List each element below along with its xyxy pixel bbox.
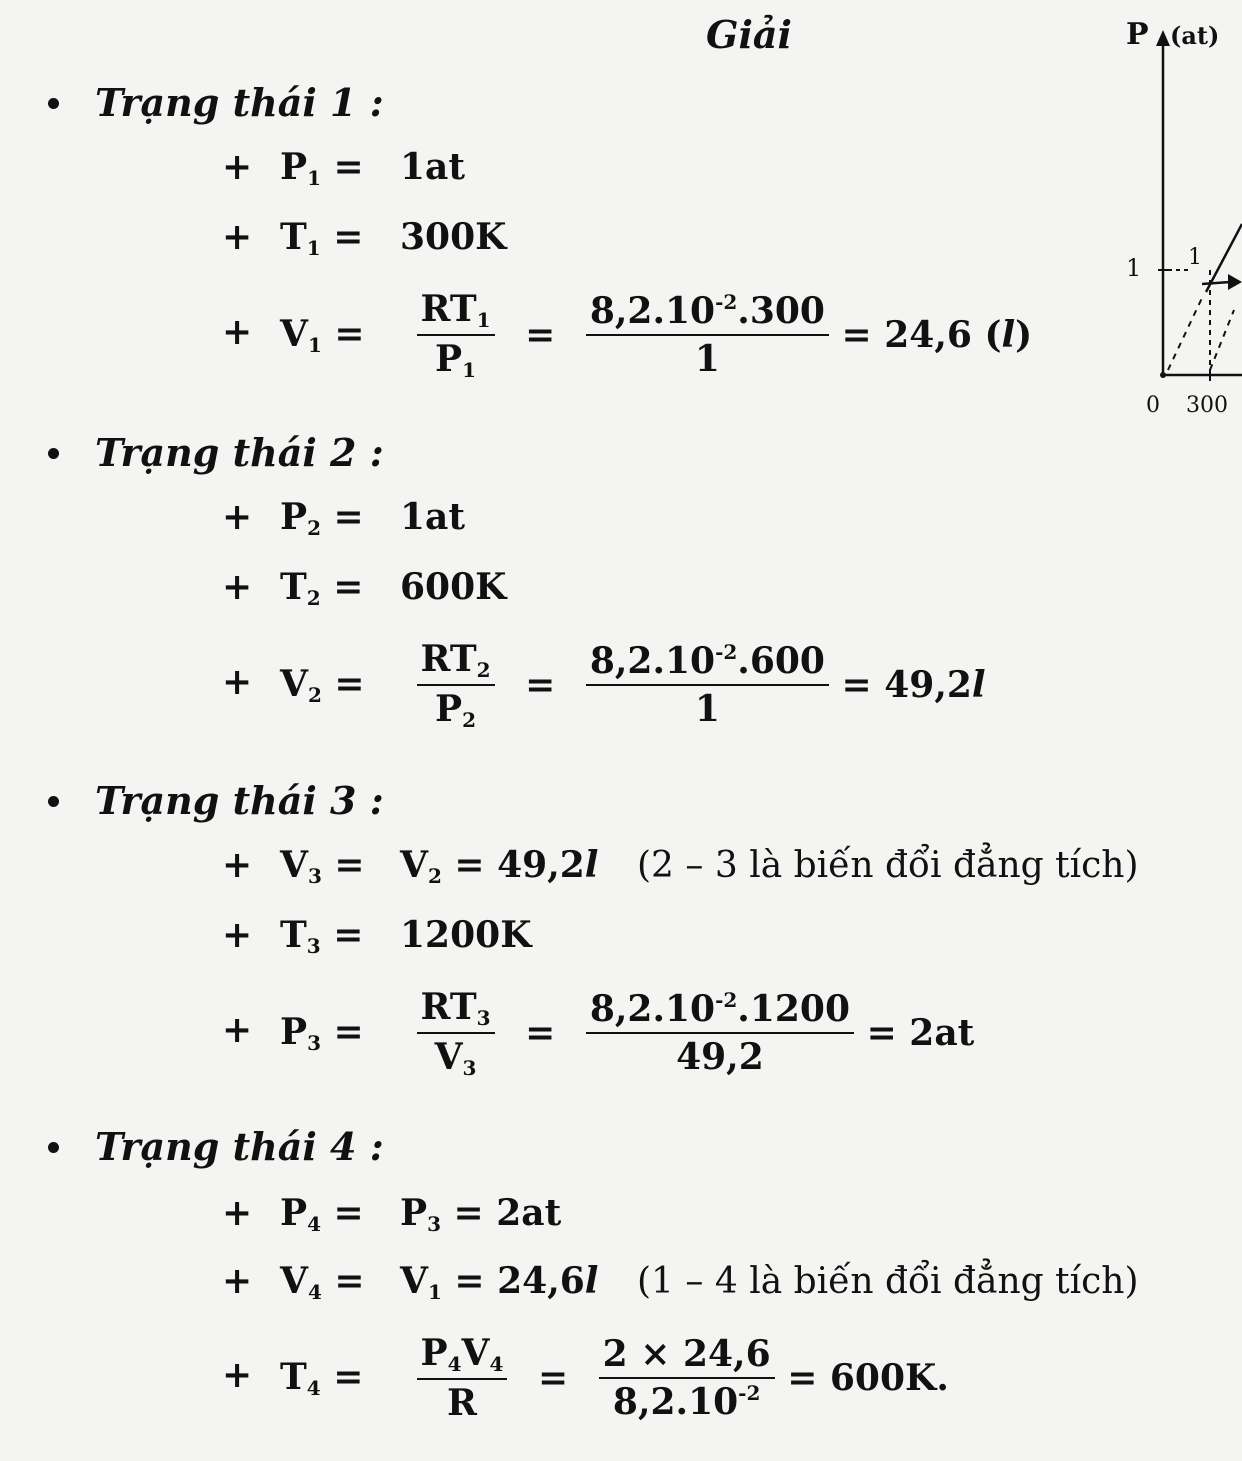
state-2-line-t: + $T_2 = 600K$ — [222, 566, 507, 610]
bullet-icon — [48, 98, 59, 109]
state-1-line-v: + $V_1$ = $\frac{RT_1}{P_1}$ = $\frac{8,2.10^{-2}.300}{1}$ = 24,6 (l) — [222, 288, 1033, 382]
state-1-heading: Trạng thái 1 : — [48, 80, 384, 125]
point-label: 1 — [1188, 245, 1202, 270]
state-2-heading: Trạng thái 2 : — [48, 430, 384, 475]
bullet-icon — [48, 1142, 59, 1153]
y-tick-label: 1 — [1126, 254, 1142, 282]
state-3-heading: Trạng thái 3 : — [48, 778, 384, 823]
state-4-line-v: + $V_4 = V_1 = 24,6l$ (1 – 4 là biến đổi đẳng tích) — [222, 1260, 1139, 1304]
fraction-numeric: $\frac{8,2.10^{-2}.600}{1}$ — [586, 640, 829, 730]
process-arrow-icon — [1228, 274, 1242, 290]
state-3-line-t: + $T_3 = 1200K$ — [222, 914, 532, 958]
fraction-numeric: $\frac{8,2.10^{-2}.300}{1}$ — [586, 290, 829, 380]
pt-diagram — [1106, 20, 1242, 434]
state-3-line-v: + $V_3 = V_2 = 49,2l$ (2 – 3 là biến đổi đẳng tích) — [222, 844, 1139, 888]
x-tick-label: 300 — [1186, 393, 1228, 418]
y-axis-unit: (at) — [1170, 21, 1220, 50]
pt-diagram-svg — [1106, 20, 1242, 430]
x-tick-label: 0 — [1146, 393, 1160, 418]
state-2-line-p: + $P_2 = 1at$ — [222, 496, 466, 540]
fraction-rt-over-p: $\frac{RT_1}{P_1}$ — [417, 288, 495, 382]
fraction-numeric: $\frac{8,2.10^{-2}.1200}{49,2}$ — [586, 988, 854, 1078]
fraction-pv-over-r: $\frac{P_4V_4}{R}$ — [417, 1332, 508, 1424]
state-4-line-p: + $P_4 = P_3 = 2at$ — [222, 1192, 562, 1236]
state-3-line-p: + $P_3$ = $\frac{RT_3}{V_3}$ = $\frac{8,2.10^{-2}.1200}{49,2}$ = 2at — [222, 986, 975, 1080]
fraction-rt-over-p: $\frac{RT_2}{P_2}$ — [417, 638, 495, 732]
dashed-guide — [1210, 310, 1234, 370]
state-1-line-p: + $P_1 = 1at$ — [222, 146, 466, 190]
origin-point — [1160, 372, 1166, 378]
state-2-line-v: + $V_2$ = $\frac{RT_2}{P_2}$ = $\frac{8,2.10^{-2}.600}{1}$ = 49,2l — [222, 638, 986, 732]
fraction-rt-over-v: $\frac{RT_3}{V_3}$ — [417, 986, 495, 1080]
y-axis-arrow-icon — [1156, 30, 1170, 46]
bullet-icon — [48, 796, 59, 807]
fraction-numeric: $\frac{2 \times 24,6}{8,2.10^{-2}}$ — [599, 1333, 775, 1423]
state-1-line-t: + $T_1 = 300K$ — [222, 216, 507, 260]
y-axis-label: P — [1126, 20, 1149, 52]
process-line — [1202, 282, 1230, 284]
bullet-icon — [48, 448, 59, 459]
state-4-heading: Trạng thái 4 : — [48, 1124, 384, 1169]
solution-title: Giải — [706, 12, 792, 57]
dashed-guide — [1168, 298, 1202, 370]
state-4-line-t: + $T_4$ = $\frac{P_4V_4}{R}$ = $\frac{2 \times 24,6}{8,2.10^{-2}}$ = 600K. — [222, 1332, 949, 1424]
